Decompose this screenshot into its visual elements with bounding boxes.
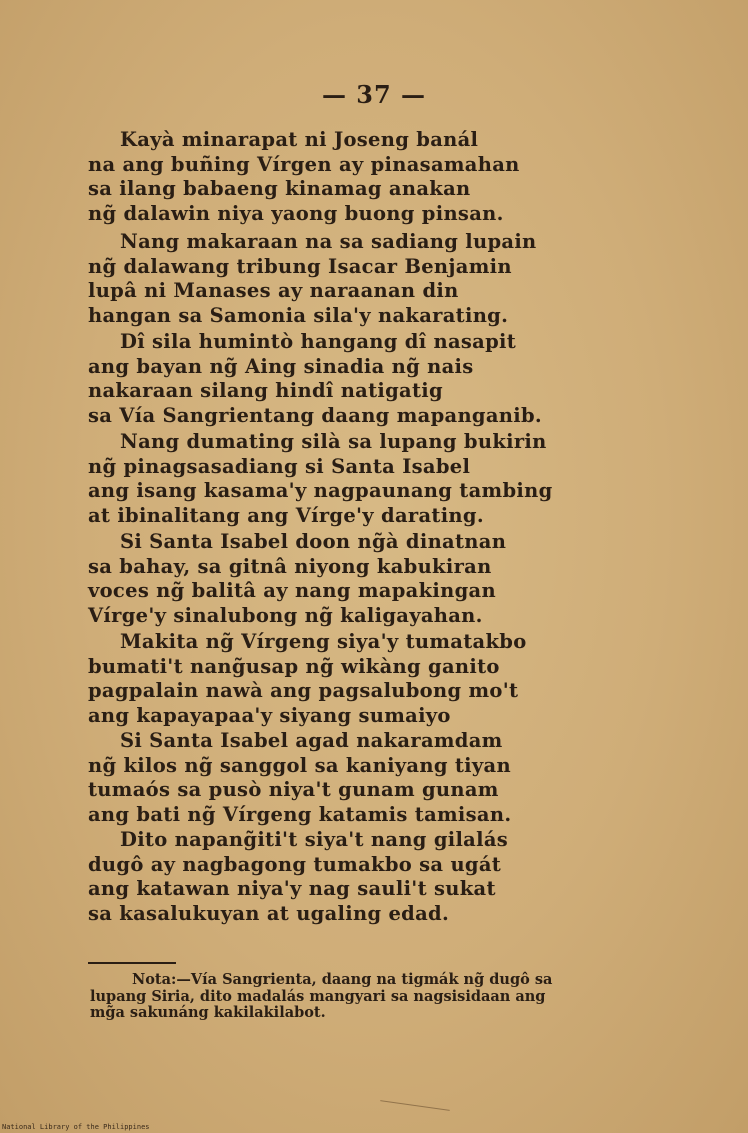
verse-line: Si Santa Isabel doon ng̃à dinatnan: [120, 530, 507, 553]
verse-line: sa kasalukuyan at ugaling edad.: [88, 901, 450, 925]
verse-line: Makita ng̃ Vírgeng siya'y tumatakbo: [120, 630, 527, 653]
footnote-line: Nota:—Vía Sangrienta, daang na tigmák ng̃ dugô sa: [132, 971, 553, 988]
verse-line: Dito napang̃iti't siya't nang gilalás: [120, 828, 509, 851]
verse-line: hangan sa Samonia sila'y nakarating.: [88, 303, 509, 327]
page-number: — 37 —: [321, 80, 427, 109]
verse-line: ang bayan ng̃ Aing sinadia ng̃ nais: [88, 354, 474, 378]
footnote-line: lupang Siria, dito madalás mangyari sa nagsisidaan ang: [90, 987, 546, 1005]
stanza-4: [88, 430, 558, 528]
stanza-5: [88, 530, 558, 628]
stanza-7: [88, 729, 558, 827]
verse-line: tumaós sa pusò niya't gunam gunam: [88, 778, 499, 801]
footnote: [90, 972, 630, 1022]
verse-line: lupâ ni Manases ay naraanan din: [88, 279, 459, 302]
verse-line: ang kapayapaa'y siyang sumaiyo: [88, 703, 451, 727]
verse-line: ang katawan niya'y nag sauli't sukat: [88, 877, 496, 900]
stanza-1: [88, 128, 558, 226]
verse-line: bumati't nang̃usap ng̃ wikàng ganito: [88, 654, 500, 678]
verse-line: ng̃ pinagsasadiang si Santa Isabel: [88, 454, 471, 478]
verse-line: Nang dumating silà sa lupang bukirin: [120, 430, 547, 453]
stanza-6: [88, 630, 558, 728]
stray-mark: [380, 1100, 449, 1111]
verse-line: ang bati ng̃ Vírgeng katamis tamisan.: [88, 802, 512, 826]
verse-line: sa bahay, sa gitnâ niyong kabukiran: [88, 554, 492, 578]
verse-line: Si Santa Isabel agad nakaramdam: [120, 729, 503, 752]
verse-line: Dî sila humintò hangang dî nasapit: [120, 330, 517, 353]
verse-line: nakaraan silang hindî natigatig: [88, 379, 443, 402]
verse-line: ng̃ kilos ng̃ sanggol sa kaniyang tiyan: [88, 753, 511, 777]
verse-line: ng̃ dalawang tribung Isacar Benjamin: [88, 254, 512, 278]
verse-line: Kayà minarapat ni Joseng banál: [120, 128, 479, 151]
footer-credit: National Library of the Philippines: [2, 1123, 150, 1131]
verse-line: sa Vía Sangrientang daang mapanganib.: [88, 403, 543, 427]
verse-line: Nang makaraan na sa sadiang lupain: [120, 230, 537, 253]
verse-line: dugô ay nagbagong tumakbo sa ugát: [88, 852, 502, 876]
stanza-2: [88, 230, 558, 328]
stanza-8: [88, 828, 558, 926]
verse-line: voces ng̃ balitâ ay nang mapakingan: [88, 579, 496, 602]
verse-line: na ang buñing Vírgen ay pinasamahan: [88, 152, 520, 176]
verse-line: pagpalain nawà ang pagsalubong mo't: [88, 679, 519, 702]
stanza-3: [88, 330, 558, 428]
verse-line: ng̃ dalawin niya yaong buong pinsan.: [88, 201, 504, 225]
verse-line: ang isang kasama'y nagpaunang tambing: [88, 479, 553, 502]
verse-line: Vírge'y sinalubong ng̃ kaligayahan.: [88, 603, 483, 627]
footnote-divider: [88, 962, 176, 964]
verse-line: at ibinalitang ang Vírge'y darating.: [88, 503, 484, 527]
verse-line: sa ilang babaeng kinamag anakan: [88, 177, 471, 200]
footnote-line: mg̃a sakunáng kakilakilabot.: [90, 1004, 326, 1021]
